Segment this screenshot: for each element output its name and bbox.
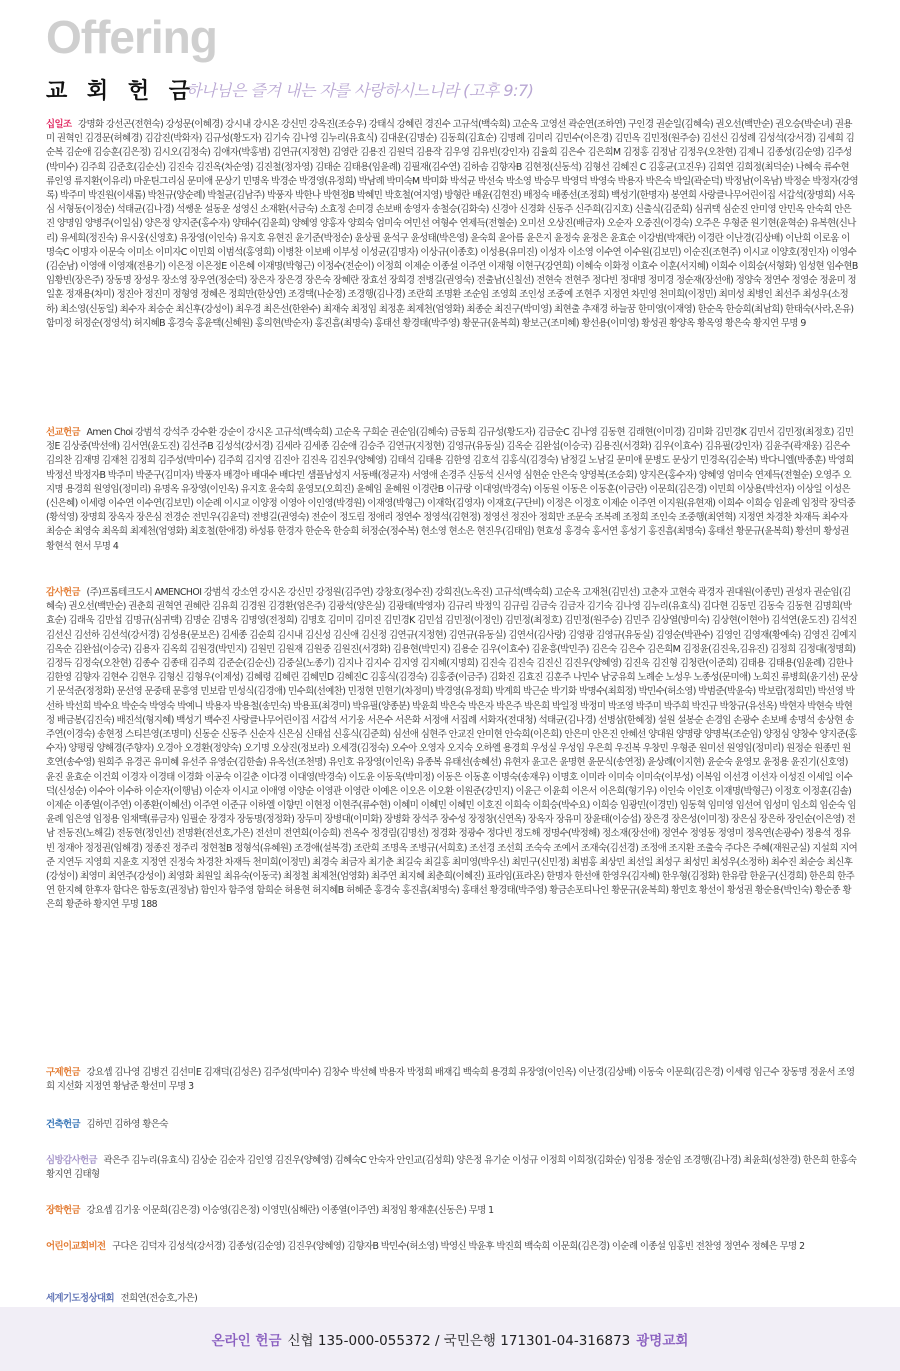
section-label: 선교헌금	[46, 427, 81, 438]
bible-verse: 하나님은 즐겨 내는 자를 사랑하시느니라 (고후 9:7)	[186, 81, 534, 100]
donor-names: (주)프롬테크도시 AMENCHOI 강범석 강소연 강시온 강신민 강정원(김주연) 강창호(정수진) 강희진(노옥진) 고규석(백숙희) 고순옥 고재천(김민선) 고춘자 고현숙 곽경자 권대원(이종민) 권성자 권순임(김혜숙) 권오선(백만순) 권춘희 권혁연 권혜란 김유희 김경원 김경환(엄은주) 김광석(양은실) 김광태(박영자) 김규리 박정익 김규림 김금숙 김금자 김기숙 김나영 김누리(유효식) 김다현 김동민 김동숙 김동현 김명희(박효순) 김래욱 김만섭 김명규(심귀택) 김명순 김명옥 김명영(전정희) 김명호 김미미 김미진 김민경K 김민섭 김민정(이정인) 김민정(최정호) 김민정(원주승) 김민주 김상열(방미숙) 김상현(이현아) 김석연(윤도진) 김석진 김선신 김선하 김선석(강서경) 김성용(문보은) 김세종 김순희 김시내 김신성 김신애 김신정 김연규(지정현) 김연규(유동실) 김연서(김사랑) 김영광 김영규(유동실) 김영순(박관수) 김영인 김영재(황예숙) 김영진 김예지 김옥순 김완섭(이승국) 김용자 김옥희 김원경(박민지) 김원민 김원재 김원중 김원진(서경화) 김용현(박민지) 김용순 김우(이효수) 김윤흥(박민주) 김은숙 김은수 김은희M 김정윤(김진욱,김유진) 김정희 김정대(정명희) 김정득 김정숙(오찬현) 김종수 김종태 김주희 김준순(김순신) 김중실(노종기) 김지나 김지수 김지영 김지혜(지명희) 김진숙 김진숙 김진신 김진우(양혜영) 김진욱 김진형 김청란(이준희) 김태용 김태용(임윤례) 김한나 김한영 김향자 김현수 김현우 김형신 김형우(이제성) 김혜령 김혜린 김혜민D 김혜진C 김홍식(김경숙) 김홍중(이금주) 김화진 김효진 김훈주 나민수 남궁유희 노례순 노성우 노종성(문미애) 노희진 류병희(윤기선) 문상기 문석준(정정화) 문선영 문중태 문흥영 민보람 민성식(김경애) 민수희(선예찬) 민정현 민현기(차정미) 박경영(유정희) 박계희 박근순 박기화 박명수(최희정) 박민수(허소영) 박범준(박윤숙) 박보람(정희민) 박선영 박선하 박선희 박수요 박순숙 박영숙 박예니 박용자 박용철(송민숙) 박용표(최경미) 박유필(양종분) 박윤희 박은숙 박은자 박은주 박은희 박일정 박정미 박조영 박주미 박주희 박진규 박창규(유선옥) 박현자 박현숙 박현정 배금봉(김진숙) 배진석(형지혜) 백성기 백수진 사랑클나무어린이집 서갑석 서기웅 서은수 서은화 서정애 서집례 서화자(전대청) 석태균(김나경) 선병삼(한혜정) 설원 설봉순 손경임 손광수 손보배 송명석 송상현 송주연(이경숙) 송현정 스티븐영(조명미) 신동순 신동주 신순자 신은심 신태섭 신홍식(김준희) 심선애 심현주 안교진 안미현 안숙희(이은희) 안은미 안은진 안혜선 양대원 양명량 양명복(조순임) 양정심 양창수 양지준(홍수자) 양평링 양해경(주향자) 오경아 오경환(정양숙) 오기명 오상진(정보라) 오세경(김정숙) 오수아 오영자 오지숙 오하엘 용경희 우성실 우성임 우은희 우진복 우창민 우형준 원미선 원영임(정미리) 원정순 원종민 원호연(송수영) 원희주 유경곤 유미혜 유선주 유영순(김한솔) 유옥선(조천명) 유인호 유장영(이인옥) 유종복 유태선(송혜선) 유현자 윤고은 윤명현 윤문식(송연정) 윤상례(이지현) 윤순숙 윤영모 윤정용 윤진기(신호영) 윤진 윤효순 이건희 이경자 이경태 이경화 이공숙 이길춘 이다경 이대영(박경숙) 이도윤 이동욱(박미정) 이동은 이동훈 이명숙(송재우) 이명호 이미라 이미숙 이미숙(이부성) 이복임 이선경 이선자 이성진 이세일 이수덕(신성순) 이수아 이수하 이순자(이행님) 이순자 이시교 이애영 이양순 이영관 이영란 이예은 이오은 이오환 이원준(강민지) 이윤근 이윤희 이은서 이은희(형기우) 이인숙 이인호 이재명(박형근) 이정호 이정훈(김솔) 이제순 이종열(이주연) 이종환(이혜선) 이주연 이준규 이하엘 이향민 이현정 이현주(류수현) 이혜미 이혜민 이혜민 이호진 이희숙 이희승(박수요) 이희승 임광민(이경민) 임동혁 임미영 임선여 임성미 임소희 임순숙 임윤례 임은영 임정용 임채택(류금자) 임필순 장경자 장동명(정정화) 장두미 장병대(이미화) 장병화 장석주 장수성 장정창(신연옥) 장옥자 장유미 장윤태(이승섭) 장은경 장은성(이미정) 장은심 장은하 장인순(이은영) 전남 전동진(노해길) 전동현(정인선) 전명환(전선호,가은) 전선미 전연희(이승희) 전옥수 정경림(김명선) 정경화 정광수 정다빈 정도해 정명수(박정해) 정소재(장선애) 정연수 정영동 정영미 정옥연(손광수) 정용석 정유빈 정재아 정정권(임해경) 정종진 정주리 정현철B 정형석(유혜원) 조경애(설복경) 조란희 조명옥 조병규(서희호) 조선경 조선희 조숙숙 조예서 조재숙(김선경) 조정애 조지환 조출숙 주다은 주혜(재원군실) 지설희 지여준 지연두 지영희 지윤호 지정연 진정숙 차경찬 차재득 천미희(이정민) 최경숙 최금자 최기춘 최길숙 최길홍 최미영(박우신) 최민구(신민정) 최범홍 최상민 최선일 최성구 최성민 최성우(소정하) 최수진 최순승 최신후(강성이) 최영미 최연주(강성이) 최영화 최원일 최유숙(이동국) 최정철 최제천(엄영화) 최주연 최지혜 최춘희(이혜진) 표라임(표라온) 한명자 한선애 한영우(김자혜) 한우형(김정화) 한유람 한윤구(신경희) 한은희 한주연 한지혜 한후자 함다은 함동호(권정남) 함인자 함주영 함희순 허용현 허지혜B 허혜준 홍경숙 홍진흠(최명숙) 홍태선 황경태(박주영) 황금손포티나인 황문규(윤복희) 황민호 황선이 황성권 황순용(박인숙) 황순종 황은희 황준하 황지연 무명 188	[46, 587, 858, 911]
online-offering-label: 온라인 헌금	[211, 1333, 282, 1349]
section-label: 건축헌금	[46, 1119, 81, 1130]
section-label: 십일조	[46, 119, 72, 130]
section-label: 어린이교회비전	[46, 1241, 106, 1252]
section-thanksgiving	[46, 586, 858, 1058]
donor-names: 김하민 김하영 황은숙	[86, 1119, 168, 1130]
section-label: 장학헌금	[46, 1205, 81, 1216]
donor-names: 곽은주 김누리(유효식) 김상순 김순자 김인영 김진우(양혜영) 김혜숙C 안숙자 안인교(김성희) 양은정 유기순 이성규 이정희 이희정(김화순) 임정용 정순임 조경행(김나경) 최윤희(성찬경) 한은희 한홍숙 황지연 김태형	[46, 1155, 857, 1181]
section-children-vision	[46, 1240, 858, 1284]
section-missions	[46, 426, 858, 574]
donor-names: 전희연(전승호,가은)	[120, 1293, 198, 1304]
section-building	[46, 1118, 858, 1146]
section-label: 심방감사헌금	[46, 1155, 98, 1166]
section-relief	[46, 1066, 858, 1110]
offering-title-en: Offering	[46, 11, 217, 63]
church-name: 광명교회	[636, 1333, 689, 1349]
donor-names: Amen Choi 강범석 강석주 강수환 강순이 강시온 고규석(백숙희) 고순옥 구희순 권순임(김혜숙) 금동희 김규성(황도자) 김금순C 김나영 김동현 김래현(이미경) 김미화 김민경K 김민서 김민정(최정호) 김민정E 김상중(박선애) 김서연(윤도진) 김선주B 김성석(강서경) 김세라 김세종 김순애 김승주 김연규(지정현) 김영규(유동실) 김옥순 김완섭(이승국) 김용진(서경화) 김우(이효수) 김유필(강인자) 김윤주(곽재웅) 김은수 김의찬 김재명 김재천 김정희 김주성(박미수) 김주희 김지영 김진아 김진옥 김진우(양혜영) 김태석 김태용 김한영 김호석 김홍식(김경숙) 남정길 노남길 문미애 문병도 문상기 민경옥(김순복) 박다니엘(박종훈) 박영희 박정선 박정자B 박주미 박준구(김미자) 박풍자 배경아 배대수 배다민 샘플남성지 서동배(정균자) 서영애 손경주 신동석 신서영 심현순 안은숙 양영복(조승회) 양지은(홍수자) 양혜영 엄미숙 연제득(전혈순) 오영주 오지명 용경희 원영임(정미리) 유명옥 유장영(이인옥) 유지호 윤숙희 윤영모(오희진) 윤혜임 윤혜원 이경란B 이규랑 이대영(박경숙) 이동원 이동은 이동훈(이금란) 이문희(김은경) 이민희 이상용(박선자) 이상일 이성은(신은혜) 이세령 이수연 이수연(김보민) 이순례 이시교 이양정 이영아 이인영(박경원) 이재영(박형근) 이재학(김영자) 이재호(구단비) 이정은 이정호 이제순 이주연 이지원(유현재) 이희수 이희승 임윤례 임정락 장덕중(황석영) 장명희 장옥자 장은심 전경순 전민우(김윤덕) 전병길(권영숙) 전순이 정도림 정애리 정연수 정영석(김현정) 정영선 정진아 정희만 조문숙 조복례 조정희 조인숙 조중행(최연혁) 지정연 차경찬 차재득 최수자 최승순 최영숙 최옥희 최제천(엄영화) 최호철(한애경) 하성룡 한경자 한순옥 한승희 허정순(정수복) 현소영 현소은 현진우(김태임) 현효성 홍경숙 홍서연 홍성기 홍진흠(최명숙) 홍태선 황문규(윤복희) 황선미 황성권 황현석 현서 무명 4	[46, 427, 856, 552]
donor-names: 강요셉 김기웅 이문희(김은경) 이승영(김은정) 이영민(심해란) 이종열(이주연) 최정임 황재훈(신동은) 무명 1	[86, 1205, 494, 1216]
donor-names: 강요셉 김나영 김병건 김선미E 김재덕(김성은) 김주성(박미수) 김창수 박선혜 박용자 박정희 배재깁 백숙희 용경희 유장영(이인옥) 이난경(김상배) 이동숙 이문희(김은경) 이세령 임근수 장동명 정윤서 조영희 지선화 지정연 황남준 황선미 무명 3	[46, 1067, 855, 1093]
section-tithe	[46, 118, 858, 412]
section-label: 감사헌금	[46, 587, 81, 598]
donor-names: 강명화 강선곤(전현숙) 강성문(이혜경) 강시내 강시온 강신민 강옥진(조승우) 강태식 강혜린 경진수 고규석(백숙희) 고순옥 고영선 곽순연(조하연) 구인경 권순일(김혜숙) 권오선(백만순) 권오승(박순녀) 권용미 권혁인 김경문(허혜경) 김감진(박화자) 김규성(황도자) 김기숙 김나영 김누리(유효식) 김대운(김명순) 김동희(김효순) 김명례 김미리 김민수(이은경) 김민옥 김민정(원주승) 김선신 김성례 김성석(강서경) 김세희 김순복 김순애 김승훈(김은정) 김시오(김정숙) 김애자(박홍범) 김연규(지정현) 김영란 김용진 김원덕 김용작 김우영 김유빈(강인자) 김율희 김은수 김은희M 김정홍 김정남 김정우(오찬현) 김제니 김종성(김순영) 김주성(박미수) 김주희 김준호(김순신) 김진숙 김진옥(차순영) 김진철(정자영) 김태순 김태용(임윤례) 김필재(김수연) 김하솜 김향자B 김현정(신동석) 김형선 김혜진 C 김홍균(고진우) 김희연 김희정(최덕순) 나혜숙 류수현 류인영 류지환(이유리) 마운틴그리심 문미애 문상기 민명옥 박경순 박경영(유정희) 박남례 박미숙M 박미화 박석균 박선숙 박소영 박승무 박영덕 박영숙 박용자 박은숙 박일(곽순덕) 박정남(이옥남) 박정순 박정자(강영록) 박주미 박진원(이새롬) 박천규(양순례) 박철균(김남주) 박풍자 박한나 박현정B 박혜민 박호철(여지영) 방형란 배윤(김현진) 배정숙 배종선(조정희) 백성기(한명자) 봉연희 사랑클나무어린이집 서갑석(장명희) 서옥심 서형동(이정순) 석태균(김나경) 석쌩운 설동운 성영신 소재환(서금숙) 소효정 손미경 손보배 송영자 송철승(김화숙) 신경아 신경화 신동주 신주희(김지호) 신출식(김준희) 심귀택 심순진 안미영 안민옥 안숙희 안은진 양명임 양병주(이일심) 양은정 양지준(홍수자) 양태수(김윤희) 양혜영 양홍자 양희숙 엄미숙 여민선 여형수 연제득(전혈순) 오미선 오상진(배금자) 오순자 오중진(이경숙) 오주은 우형준 원기현(윤혁순) 유복현(신나리) 유세희(정진숙) 유시웅(신영호) 유장영(이인숙) 유지호 유현진 윤기준(박정순) 윤상필 윤석구 윤성태(박은영) 윤숙희 윤아름 윤은지 윤정숙 윤정은 윤효순 이강범(박재란) 이경란 이난경(김상배) 이난희 이로움 이명숙C 이명자 이문숙 이미소 이미자C 이민희 이범석(홍영희) 이병찬 이보배 이부성 이성균(김명자) 이상규(이종호) 이성용(유미진) 이성자 이소영 이수연 이수원(김보민) 이순진(조현주) 이시교 이양호(정인자) 이영수(김순남) 이영애 이영재(전용기) 이은정 이은정E 이은혜 이재명(박형근) 이정수(전순이) 이정희 이제순 이종설 이주연 이재형 이현구(강연희) 이혜숙 이화정 이효수 이훈(서지혜) 이희수 이희승(서형화) 임성현 임수현B 임황빈(장은주) 장동명 장성우 장소영 장우연(정순덕) 장은자 장은경 장은숙 장혜란 장효선 장희경 전병길(권영숙) 전출남(신칠선) 전현숙 전현주 정다빈 정대명 정미경 정순재(장선애) 정양숙 정연수 정영순 정윤미 정일훈 정재용(차미) 정진아 정진미 정형영 정혜은 정희만(한상연) 조경택(나순정) 조경행(김나경) 조란희 조명환 조순임 조영희 조인성 조중예 조현주 지정연 차민영 천미희(이정민) 최미성 최병인 최선주 최성우(소정하) 최소영(신동일) 최수자 최승순 최신후(강성이) 최우경 최은선(한완수) 최재숙 최정임 최정훈 최제천(엄영화) 최종순 최진구(박미영) 최현출 추재경 하늘꿈 한미영(이재영) 한순옥 한승희(최남희) 한태숙(사라,온유) 함미정 허정순(정영석) 허지혜B 홍경숙 홍윤택(신혜원) 홍의현(박순자) 홍진흠(최명숙) 홍태선 황경태(박주영) 황문규(윤복희) 황보근(조미혜) 황선용(이미영) 황성권 황양옥 황옥영 황은숙 황지연 무명 9	[46, 119, 858, 329]
section-scholarship	[46, 1204, 858, 1232]
page-header	[0, 0, 900, 112]
offering-title-ko: 교 회 헌 금	[46, 79, 196, 104]
section-visit-thanks	[46, 1154, 858, 1196]
online-offering-footer	[0, 1307, 900, 1371]
bank-accounts: 신협 135-000-055372 / 국민은행 171301-04-316873	[287, 1333, 631, 1349]
offering-sections	[46, 118, 858, 1308]
section-label: 구제헌금	[46, 1067, 81, 1078]
section-label: 세계기도정상대회	[46, 1293, 115, 1304]
section-world-prayer	[46, 1292, 858, 1308]
donor-names: 구다은 김덕자 김성석(강서경) 김종성(김순영) 김진우(양혜영) 김향자B 박민수(허소영) 박영신 박윤후 박진희 백숙희 이문희(김은경) 이순례 이종설 임홍빈 전찬영 정연수 정혜은 무명 2	[111, 1241, 805, 1252]
